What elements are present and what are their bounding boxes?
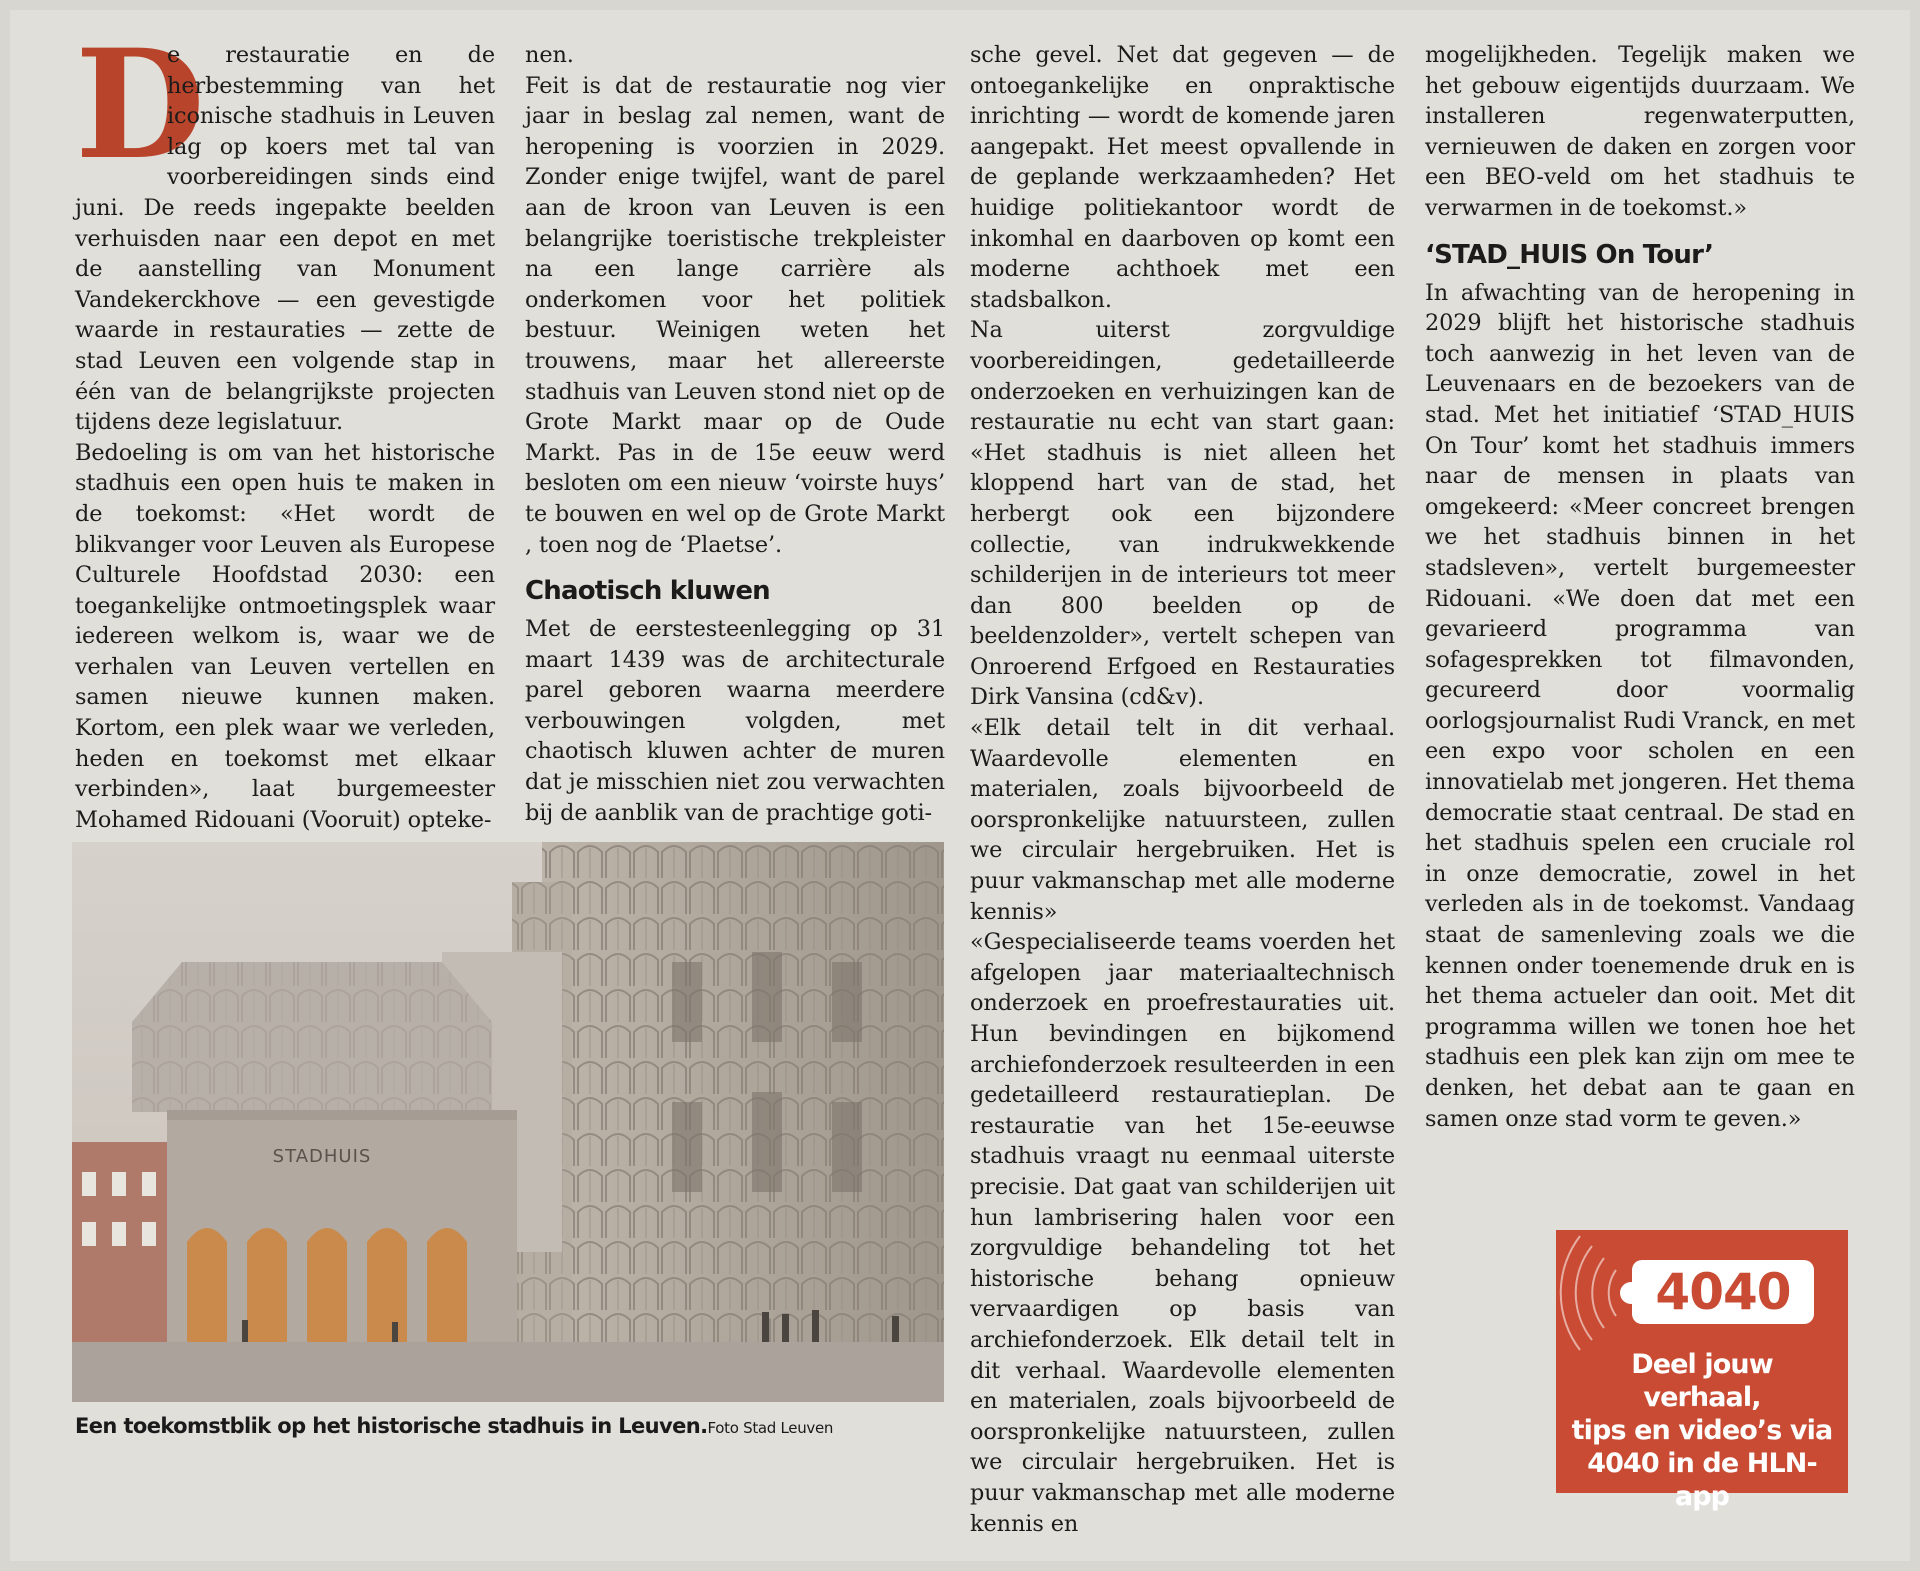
city-hall-rendering-image [72, 842, 944, 1402]
paragraph: Met de eerstesteenlegging op 31 maart 1439 was de architecturale parel geboren waarna meerdere verbouwingen volgden, met chaotisch kluwen achter de muren dat je misschien niet zou verwachten bij de aanblik van de prachtige goti- [525, 616, 945, 826]
promo-number: 4040 [1632, 1260, 1814, 1324]
article-column-1 [75, 17, 495, 835]
subheading-stad-huis-on-tour: ‘STAD_HUIS On Tour’ [1425, 239, 1714, 270]
drop-cap: D [75, 17, 205, 193]
article-column-2 [525, 40, 945, 828]
paragraph: e restauratie en de herbestemming van het iconische stadhuis in Leuven lag op koers met tal van voorbereidingen sinds eind juni. De reeds ingepakte beelden verhuisden naar een depot en met de aanstelling van Monument Vandekerckhove — een gevestigde waarde in restauraties — zette de stad Leuven een volgende stap in één van de belangrijkste projecten tijdens deze legislatuur. [75, 42, 495, 436]
paragraph: Na uiterst zorgvuldige voorbereidingen, gedetailleerde onderzoeken en verhuizingen kan de restauratie nu echt van start gaan: «Het stadhuis is niet alleen het kloppend hart van de stad, het herbergt ook een bijzondere collectie, van indrukwekkende schilderijen in de interieurs tot meer dan 800 beelden op de beeldenzolder», vertelt schepen van Onroerend Erfgoed en Restauraties Dirk Vansina (cd&v). [970, 317, 1395, 711]
promo-line: 4040 in de HLN-app [1587, 1448, 1817, 1512]
paragraph: sche gevel. Net dat gegeven — de ontoegankelijke en onpraktische inrichting — wordt de komende jaren aangepakt. Het meest opvallende in de geplande werkzaamheden? Het huidige politiekantoor wordt de inkomhal en daarboven op komt een moderne achthoek met een stadsbalkon. [970, 42, 1395, 313]
promo-line: Deel jouw verhaal, [1631, 1349, 1773, 1413]
stadhuis-sign: STADHUIS [272, 1146, 372, 1167]
paragraph: Bedoeling is om van het historische stadhuis een open huis te maken in de toekomst: «Het wordt de blikvanger voor Leuven als Europese Culturele Hoofdstad 2030: een toegankelijke ontmoetingsplek waar iedereen welkom is, waar we de verhalen van Leuven vertellen en samen nieuwe kunnen maken. Kortom, een plek waar we verleden, heden en toekomst met elkaar verbinden», laat burgemeester Mohamed Ridouani (Vooruit) opteke- [75, 439, 495, 833]
paragraph: nen. [525, 42, 574, 68]
promo-line: tips en video’s via [1571, 1415, 1833, 1446]
article-column-4 [1425, 40, 1855, 1134]
article-photo [72, 842, 944, 1402]
paragraph: mogelijkheden. Tegelijk maken we het gebouw eigentijds duurzaam. We installeren regenwaterputten, vernieuwen de daken en zorgen voor een BEO-veld om het stadhuis te verwarmen in de toekomst.» [1425, 42, 1855, 221]
promo-4040-box [1556, 1230, 1848, 1512]
photo-caption [75, 1412, 955, 1442]
photo-credit: Foto Stad Leuven [707, 1419, 834, 1437]
paragraph: In afwachting van de heropening in 2029 blijft het historische stadhuis toch aanwezig in het leven van de Leuvenaars en de bezoekers van de stad. Met het initiatief ‘STAD_HUIS On Tour’ komt het stadhuis immers naar de mensen in plaats van omgekeerd: «Meer concreet brengen we het stadhuis binnen in het stadsleven», vertelt burgemeester Ridouani. «We doen dat met een gevarieerd programma van sofagesprekken tot filmavonden, gecureerd door voormalig oorlogsjournalist Rudi Vranck, en met een expo voor scholen en een innovatielab met jongeren. Het thema democratie staat centraal. De stad en het stadhuis spelen een cruciale rol in onze democratie, zowel in het verleden als in de toekomst. Vandaag staat de samenleving zoals we die kennen onder toenemende druk en is het thema actueler dan ooit. Met dit programma willen we tonen hoe het stadhuis een plek kan zijn om mee te denken, het debat aan te gaan en samen onze stad vorm te geven.» [1425, 279, 1855, 1132]
article-column-3 [970, 40, 1395, 1539]
subheading-chaotisch-kluwen: Chaotisch kluwen [525, 576, 770, 607]
newspaper-page [10, 10, 1910, 1561]
paragraph: Feit is dat de restauratie nog vier jaar in beslag zal nemen, want de heropening is voorzien in 2029. Zonder enige twijfel, want de parel aan de kroon van Leuven is een belangrijke toeristische trekpleister na een lange carrière als onderkomen voor het politiek bestuur. Weinigen weten het trouwens, maar het allereerste stadhuis van Leuven stond niet op de Grote Markt maar op de Oude Markt. Pas in de 15e eeuw werd besloten om een nieuw ‘voirste huys’ te bouwen en wel op de Grote Markt , toen nog de ‘Plaetse’. [525, 72, 945, 558]
paragraph: «Elk detail telt in dit verhaal. Waardevolle elementen en materialen, zoals bijvoorbeeld de oorspronkelijke natuursteen, zullen we circulair hergebruiken. Het is puur vakmanschap met alle moderne kennis» [970, 715, 1395, 925]
paragraph: «Gespecialiseerde teams voerden het afgelopen jaar materiaaltechnisch onderzoek en proefrestauraties uit. Hun bevindingen en bijkomend archiefonderzoek resulteerden in een gedetailleerd restauratieplan. De restauratie van het 15e-eeuwse stadhuis vraagt nu eenmaal uiterste precisie. Dat gaat van schilderijen uit hun lambrisering halen voor een zorgvuldige behandeling tot het historische behang opnieuw vervaardigen op basis van archiefonderzoek. Elk detail telt in dit verhaal. Waardevolle elementen en materialen, zoals bijvoorbeeld de oorspronkelijke natuursteen, zullen we circulair hergebruiken. Het is puur vakmanschap met alle moderne kennis en [970, 929, 1395, 1537]
caption-text: Een toekomstblik op het historische stadhuis in Leuven. [75, 1414, 708, 1438]
promo-text [1570, 1348, 1834, 1513]
